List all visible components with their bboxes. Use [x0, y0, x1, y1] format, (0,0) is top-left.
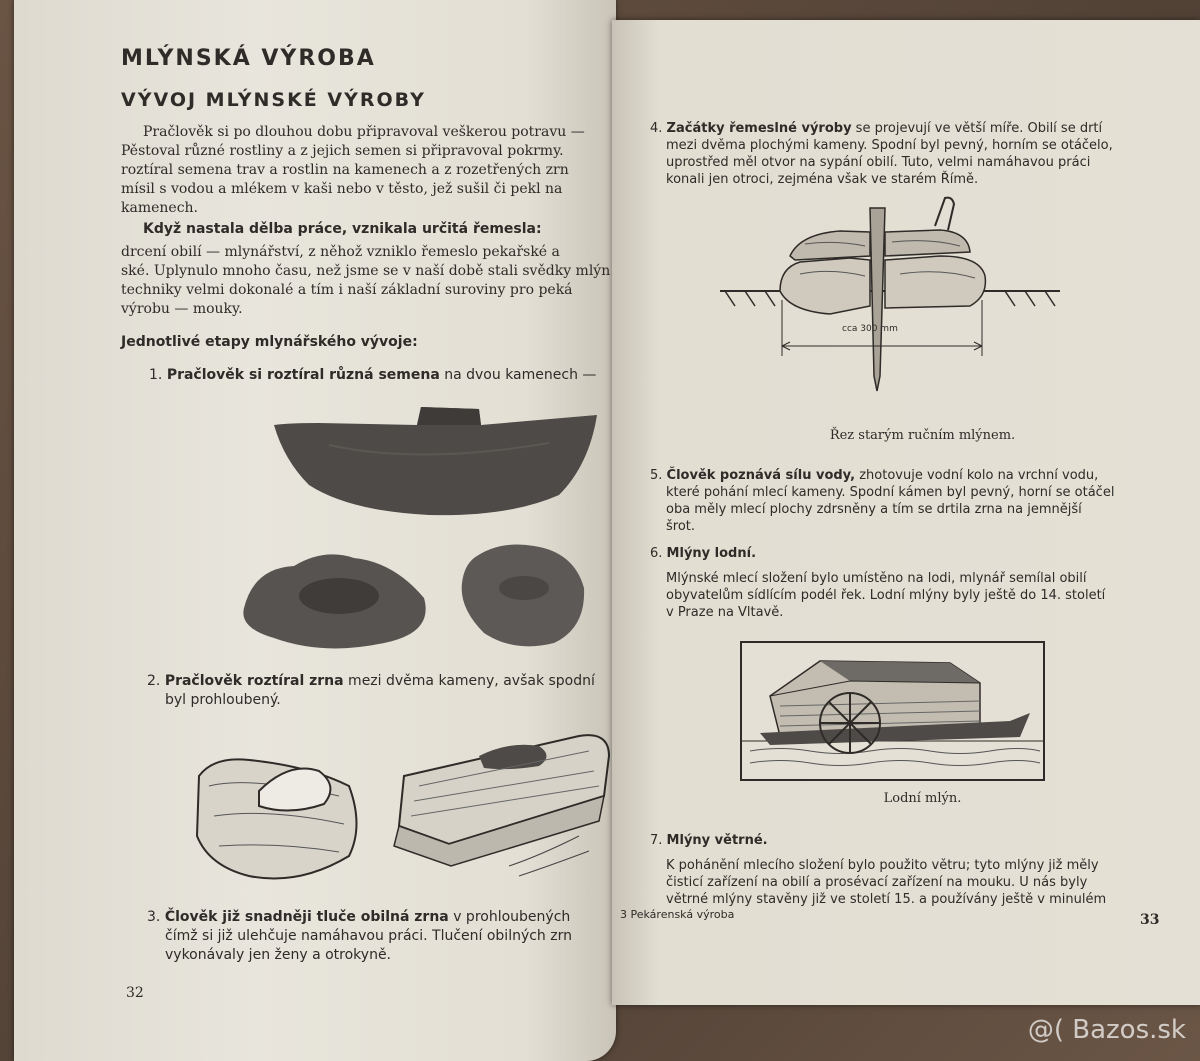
stage-heading: Začátky řemeslné výroby [666, 121, 852, 136]
stage-text: mezi dvěma plochými kameny. Spodní byl pevný, horním se otáčelo, [666, 138, 1113, 153]
stage-text: v Praze na Vltavě. [666, 605, 784, 620]
quern-illustration [189, 716, 629, 896]
stage-heading: Člověk poznává sílu vody, [666, 468, 856, 483]
left-page [14, 0, 616, 1061]
stage-7 [650, 832, 1155, 908]
intro-line: kamenech. [121, 200, 198, 216]
stage-text: uprostřed měl otvor na sypání obilí. Tuto, velmi namáhavou práci [666, 155, 1091, 170]
diagram-measure-label: cca 300 mm [842, 324, 898, 334]
stage-6 [650, 545, 1155, 621]
stage-text: konali jen otroci, zejména však ve starém Římě. [666, 172, 979, 187]
section-subtitle: VÝVOJ MLÝNSKÉ VÝROBY [121, 89, 426, 111]
stage-heading: Člověk již snadněji tluče obilná zrna [164, 909, 449, 925]
stage-text: čímž si již ulehčuje namáhavou práci. Tlučení obilných zrn [165, 928, 572, 944]
intro-line: Pračlověk si po dlouhou dobu připravoval veškerou potravu — [143, 124, 585, 140]
stages-heading: Jednotlivé etapy mlynářského vývoje: [121, 334, 418, 350]
stage-heading: Pračlověk si roztíral různá semena [166, 367, 440, 383]
stage-number: 4. [650, 121, 663, 136]
stage-text: vykonávaly jen ženy a otrokyně. [165, 947, 392, 963]
stage-text: v prohloubených [448, 909, 571, 925]
division-line: výrobu — mouky. [121, 301, 243, 317]
stage-text: větrné mlýny stavěny již ve století 15. a používány ještě v minulém [666, 892, 1107, 907]
stage-heading: Pračlověk roztíral zrna [164, 673, 344, 689]
division-line: ské. Uplynulo mnoho času, než jsme se v naší době stali svědky mlýn [121, 263, 611, 279]
stage-text: se projevují ve větší míře. Obilí se drtí [851, 121, 1103, 136]
stage-text: oba měly mlecí plochy zdrsněny a tím se drtila zrna na jemnější [666, 502, 1082, 517]
page-title: MLÝNSKÁ VÝROBA [121, 46, 376, 71]
stage-2 [147, 672, 629, 710]
stage-number: 2. [147, 673, 161, 689]
stage-4 [650, 120, 1155, 188]
stage-text: které pohání mlecí kameny. Spodní kámen byl pevný, horní se otáčel [666, 485, 1115, 500]
stage-number: 6. [650, 546, 663, 561]
stage-text: byl prohloubený. [165, 692, 281, 708]
figure-caption-ship-mill: Lodní mlýn. [883, 791, 962, 806]
stage-number: 5. [650, 468, 663, 483]
stage-heading: Mlýny větrné. [666, 833, 768, 848]
intro-line: Pěstoval různé rostliny a z jejich semen si připravoval pokrmy. [121, 143, 564, 159]
intro-line: roztíral semena trav a rostlin na kamenech a z rozetřených zrn [121, 162, 569, 178]
ship-mill-illustration [740, 641, 1045, 781]
stage-text: Mlýnské mlecí složení bylo umístěno na lodi, mlynář semílal obilí [666, 571, 1087, 586]
footer-chapter-label: 3 Pekárenská výroba [620, 908, 735, 921]
stage-3 [147, 908, 629, 965]
hand-mill-diagram [720, 196, 1060, 426]
stage-text: na dvou kamenech — [439, 367, 597, 383]
division-paragraph [121, 220, 629, 319]
division-heading: Když nastala dělba práce, vznikala určitá řemesla: [143, 221, 542, 237]
stage-text: obyvatelům sídlícím podél řek. Lodní mlýny byly ještě do 14. století [666, 588, 1106, 603]
saddle-quern-illustration [269, 405, 649, 520]
division-line: drcení obilí — mlynářství, z něhož vzniklo řemeslo pekařské a [121, 244, 560, 260]
stage-text: zhotovuje vodní kolo na vrchní vodu, [855, 468, 1099, 483]
stage-number: 3. [147, 909, 161, 925]
stage-text: K pohánění mlecího složení bylo použito větru; tyto mlýny již měly [666, 858, 1099, 873]
page-number-right: 33 [1140, 912, 1160, 928]
grinding-stones-illustration [234, 538, 614, 658]
stage-number: 7. [650, 833, 663, 848]
division-line: techniky velmi dokonalé a tím i naší základní suroviny pro peká [121, 282, 573, 298]
hand-mill-drawing [720, 196, 1060, 426]
stage-number: 1. [149, 367, 163, 383]
stage-1 [149, 366, 629, 385]
watermark-logo: @( Bazos.sk [1027, 1015, 1186, 1045]
intro-line: mísil s vodou a mlékem v kaši nebo v těsto, jež sušil či pekl na [121, 181, 563, 197]
stage-text: šrot. [666, 519, 696, 534]
stage-heading: Mlýny lodní. [666, 546, 757, 561]
right-page [612, 20, 1200, 1005]
figure-caption-hand-mill: Řez starým ručním mlýnem. [829, 428, 1016, 443]
intro-paragraph [121, 123, 629, 218]
stage-text: mezi dvěma kameny, avšak spodní [343, 673, 595, 689]
page-number-left: 32 [126, 985, 144, 1001]
stage-5 [650, 467, 1155, 535]
stage-text: čisticí zařízení na obilí a prosévací zařízení na mouku. U nás byly [666, 875, 1088, 890]
